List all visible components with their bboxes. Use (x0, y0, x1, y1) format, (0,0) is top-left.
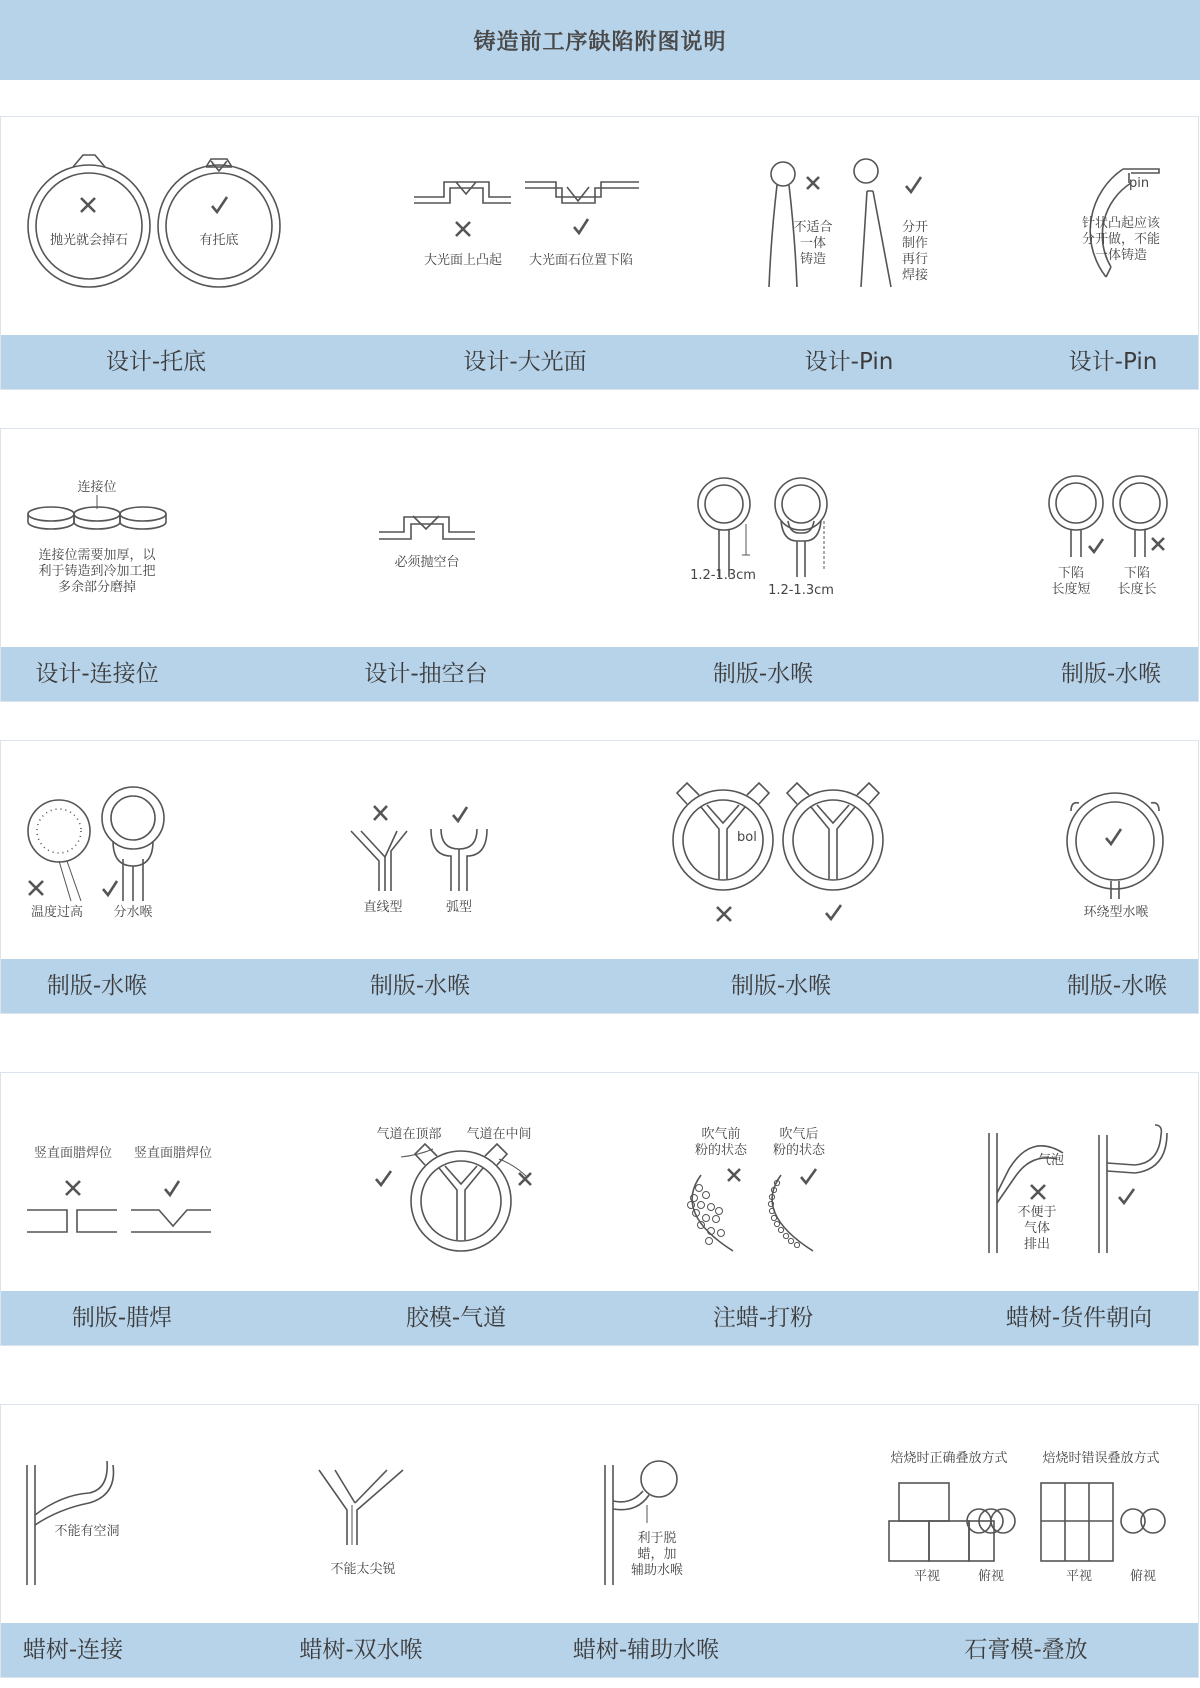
caption: 注蜡-打粉 (712, 1305, 814, 1331)
label: 粉的状态 (772, 1143, 826, 1158)
label: 俯视 (977, 1569, 1005, 1584)
label: 长度短 (1051, 582, 1091, 597)
label: 平视 (913, 1569, 941, 1584)
connection-discs-figure (28, 479, 166, 595)
aux-sprue-figure (605, 1461, 683, 1585)
panel-2-figures (1, 429, 1200, 649)
ring-with-base-figure (158, 159, 280, 287)
label: 下陷 (1123, 566, 1151, 581)
label: 平视 (1065, 1569, 1093, 1584)
label: 铸造 (799, 252, 827, 267)
caption: 制版-水喉 (1060, 661, 1162, 687)
label: 长度长 (1117, 582, 1157, 597)
panel-5 (0, 1404, 1199, 1678)
label: 一体 (799, 236, 827, 251)
caption: 胶模-气道 (405, 1305, 507, 1331)
label: 利于铸造到冷加工把 (38, 564, 156, 579)
ring-sprue-figure (1067, 793, 1163, 920)
label: 弧型 (445, 900, 473, 915)
panel-4-figures (1, 1073, 1200, 1293)
caption: 设计-托底 (105, 349, 207, 375)
caption: 制版-水喉 (712, 661, 814, 687)
label: 制作 (901, 236, 929, 251)
label: 气道在顶部 (376, 1127, 442, 1142)
caption: 设计-抽空台 (364, 661, 488, 687)
label: 排出 (1023, 1237, 1051, 1252)
label: 大光面上凸起 (423, 253, 503, 268)
caption: 蜡树-连接 (22, 1637, 124, 1663)
sink-length-figure (1049, 476, 1167, 597)
label: 大光面石位置下陷 (528, 253, 634, 268)
label: 1.2-1.3cm (768, 583, 834, 598)
label: 不适合 (793, 220, 833, 235)
caption: 制版-水喉 (46, 973, 148, 999)
label: 再行 (901, 252, 929, 267)
caption: 设计-Pin (1068, 349, 1158, 375)
label: 吹气前 (701, 1127, 741, 1142)
sprue-shape-figure (351, 806, 487, 915)
tree-orientation-figure (989, 1125, 1167, 1253)
y-sprue-figure (673, 783, 883, 921)
caption-bar (1, 647, 1198, 701)
label: 俯视 (1129, 1569, 1157, 1584)
caption-bar (1, 1291, 1198, 1345)
panel-4 (0, 1072, 1199, 1346)
label: 焙烧时错误叠放方式 (1042, 1451, 1160, 1466)
caption: 蜡树-货件朝向 (1005, 1305, 1153, 1331)
label: 温度过高 (30, 905, 84, 920)
caption: 蜡树-双水喉 (299, 1637, 423, 1663)
panel-1-figures (1, 117, 1200, 337)
label: 不便于 (1017, 1205, 1057, 1220)
label: 分水喉 (113, 905, 153, 920)
label: 蜡，加 (637, 1547, 677, 1562)
surface-raised-figure (414, 182, 511, 268)
label: 焊接 (901, 268, 929, 283)
caption: 蜡树-辅助水喉 (572, 1637, 720, 1663)
label: 焙烧时正确叠放方式 (890, 1451, 1008, 1466)
label: 分开做，不能 (1081, 232, 1161, 247)
label: 环绕型水喉 (1083, 905, 1149, 920)
surface-sunk-figure (525, 182, 639, 268)
title-bar (0, 0, 1200, 80)
label: 利于脱 (637, 1531, 677, 1546)
caption: 制版-腊焊 (71, 1305, 173, 1331)
air-vent-figure (376, 1126, 532, 1251)
caption: 石膏模-叠放 (964, 1637, 1088, 1663)
label: 不能太尖锐 (330, 1562, 396, 1577)
label: 多余部分磨掉 (57, 580, 137, 595)
caption: 设计-连接位 (35, 661, 159, 687)
sprue-hot-figure (28, 787, 164, 920)
tree-connection-figure (27, 1461, 120, 1585)
label: 直线型 (363, 900, 403, 915)
caption: 设计-Pin (804, 349, 894, 375)
pin-hook-figure (1082, 169, 1161, 277)
ring-no-base-figure (28, 155, 150, 287)
label: 气泡 (1037, 1153, 1065, 1168)
label: 一体铸造 (1094, 248, 1148, 263)
label: 气体 (1023, 1221, 1051, 1236)
powder-figure (688, 1127, 826, 1251)
label: 分开 (901, 220, 929, 235)
caption-bar (1, 335, 1198, 389)
panel-3 (0, 740, 1199, 1014)
label: 连接位需要加厚，以 (38, 548, 156, 563)
label: 吹气后 (779, 1127, 819, 1142)
label: 必须抛空台 (394, 555, 460, 570)
caption-bar (1, 1623, 1198, 1677)
label: 连接位 (77, 480, 117, 495)
label: 气道在中间 (466, 1127, 532, 1142)
label: 针状凸起应该 (1081, 216, 1161, 231)
hollow-seat-figure (379, 516, 475, 570)
label: 粉的状态 (694, 1143, 748, 1158)
pin-separate-figure (854, 159, 928, 287)
plaster-stack-figure (889, 1450, 1165, 1584)
panel-2 (0, 428, 1199, 702)
label: 竖直面腊焊位 (133, 1146, 213, 1161)
label: bol (737, 830, 757, 845)
caption-bar (1, 959, 1198, 1013)
page-title: 铸造前工序缺陷附图说明 (473, 29, 727, 55)
label: 辅助水喉 (630, 1563, 684, 1578)
panel-3-figures (1, 741, 1200, 961)
caption: 制版-水喉 (1066, 973, 1168, 999)
caption: 设计-大光面 (463, 349, 587, 375)
pin-label: pin (1129, 176, 1150, 191)
panel-1 (0, 116, 1199, 390)
label: 抛光就会掉石 (49, 233, 129, 248)
pin-one-piece-figure (769, 162, 833, 287)
caption: 制版-水喉 (730, 973, 832, 999)
wax-weld-figure (27, 1145, 212, 1232)
label: 1.2-1.3cm (690, 568, 756, 583)
label: 不能有空洞 (54, 1524, 120, 1539)
label: 竖直面腊焊位 (33, 1146, 113, 1161)
label: 下陷 (1057, 566, 1085, 581)
caption: 制版-水喉 (369, 973, 471, 999)
label: 有托底 (199, 233, 239, 248)
panel-5-figures (1, 1405, 1200, 1635)
double-sprue-figure (319, 1470, 403, 1577)
sprue-length-figure (690, 478, 834, 598)
